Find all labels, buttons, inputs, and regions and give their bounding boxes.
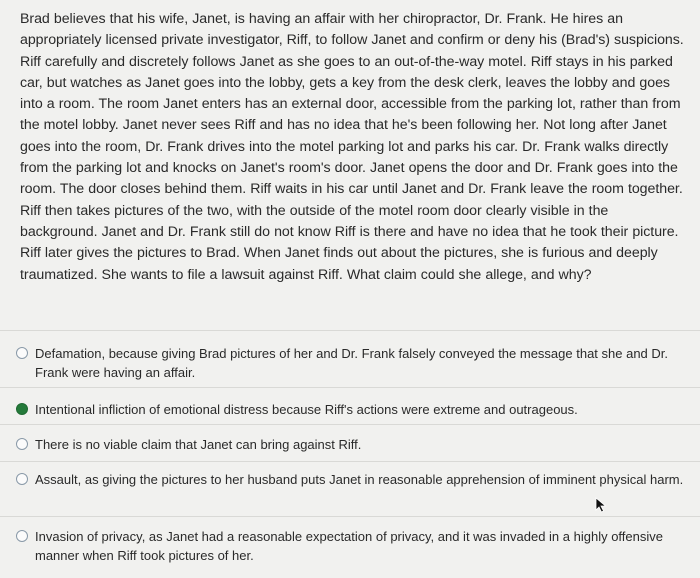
- answer-option-iied[interactable]: [0, 388, 700, 424]
- mouse-pointer-icon: [594, 497, 608, 513]
- radio-button-unselected[interactable]: [16, 438, 28, 450]
- answer-option-defamation[interactable]: [0, 331, 700, 387]
- radio-button-unselected[interactable]: [16, 473, 28, 485]
- radio-button-unselected[interactable]: [16, 347, 28, 359]
- question-text: Brad believes that his wife, Janet, is having an affair with her chiropractor, Dr. Frank. He hires an appropriately licensed private investigator, Riff, to follow Janet and confirm or deny his (Brad's) suspicions. Riff carefully and discretely follows Janet as she goes to an out-of-the-way motel. Riff stays in his parked car, but watches as Janet goes into the lobby, gets a key from the desk clerk, leaves the lobby and goes into a room. The room Janet enters has an external door, accessible from the parking lot, rather than from the motel lobby. Janet never sees Riff and has no idea that he's been following her. Not long after Janet goes into the room, Dr. Frank drives into the motel parking lot and parks his car. Dr. Frank walks directly from the parking lot and knocks on Janet's room's door. Janet opens the door and Dr. Frank goes into the room. The door closes behind them. Riff waits in his car until Janet and Dr. Frank leave the room together. Riff then takes pictures of the two, with the outside of the motel room door clearly visible in the background. Janet and Dr. Frank still do not know Riff is there and have no idea that he took their picture. Riff later gives the pictures to Brad. When Janet finds out about the pictures, she is furious and deeply traumatized. She wants to file a lawsuit against Riff. What claim could she allege, and why?: [20, 11, 684, 283]
- radio-button-selected[interactable]: [16, 403, 28, 415]
- radio-button-unselected[interactable]: [16, 530, 28, 542]
- answer-option-label: Defamation, because giving Brad pictures of her and Dr. Frank falsely conveyed the message that she and Dr. Frank were having an affair.: [35, 346, 669, 380]
- answer-option-label: There is no viable claim that Janet can bring against Riff.: [35, 437, 362, 452]
- answer-option-invasion-of-privacy[interactable]: [0, 517, 700, 571]
- answer-options: [0, 330, 700, 571]
- answer-option-label: Intentional infliction of emotional distress because Riff's actions were extreme and outrageous.: [35, 402, 578, 417]
- answer-option-label: Invasion of privacy, as Janet had a reasonable expectation of privacy, and it was invaded in a highly offensive manner when Riff took pictures of her.: [35, 529, 663, 563]
- answer-option-no-claim[interactable]: [0, 425, 700, 461]
- answer-option-label: Assault, as giving the pictures to her husband puts Janet in reasonable apprehension of imminent physical harm.: [35, 472, 684, 487]
